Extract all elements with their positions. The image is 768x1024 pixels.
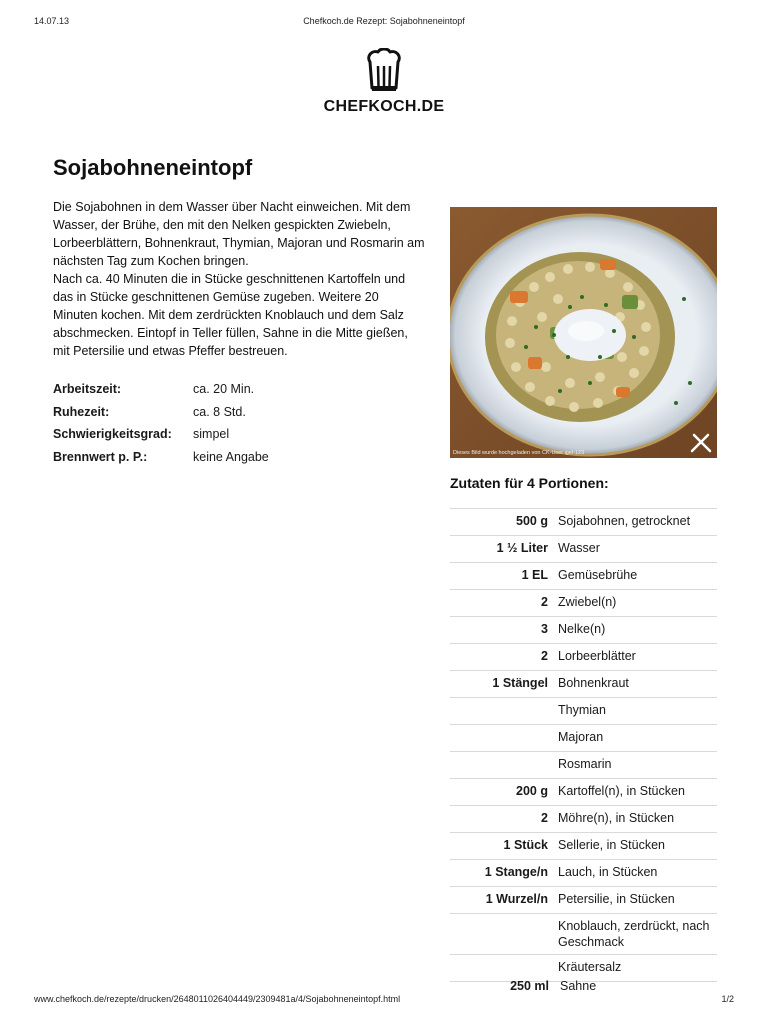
ingredient-amount: 200 g	[450, 779, 558, 806]
ingredient-amount: 2	[450, 644, 558, 671]
photo-caption: Dieses Bild wurde hochgeladen von CK-User igel-123	[453, 450, 585, 456]
print-page-title: Chefkoch.de Rezept: Sojabohneneintopf	[303, 16, 465, 26]
ingredient-amount: 3	[450, 617, 558, 644]
ingredient-row	[450, 725, 717, 752]
fact-label: Arbeitszeit:	[53, 382, 122, 397]
ingredient-name: Thymian	[558, 698, 717, 725]
fork-knife-icon	[689, 430, 713, 454]
ingredient-row	[450, 590, 717, 617]
ingredient-amount: 1 Wurzel/n	[450, 887, 558, 914]
ingredient-amount: 1 EL	[450, 563, 558, 590]
ingredient-row	[450, 860, 717, 887]
chef-hat-icon	[364, 48, 404, 94]
ingredient-name: Majoran	[558, 725, 717, 752]
fact-row	[53, 378, 413, 401]
logo-text: CHEFKOCH.DE	[323, 98, 445, 115]
ingredient-row	[450, 752, 717, 779]
ingredient-amount: 2	[450, 806, 558, 833]
ingredient-name: Gemüsebrühe	[558, 563, 717, 590]
fact-value: ca. 20 Min.	[193, 382, 255, 397]
fact-value: simpel	[193, 427, 230, 442]
fact-label: Schwierigkeitsgrad:	[53, 427, 172, 442]
print-header	[0, 16, 768, 32]
ingredient-amount: 2	[450, 590, 558, 617]
ingredient-row	[450, 617, 717, 644]
ingredient-name: Kräutersalz	[558, 955, 717, 982]
ingredient-amount	[450, 725, 558, 752]
ingredient-name: Petersilie, in Stücken	[558, 887, 717, 914]
chefkoch-logo[interactable]	[0, 48, 768, 116]
ingredient-name: Kartoffel(n), in Stücken	[558, 779, 717, 806]
page-url: www.chefkoch.de/rezepte/drucken/2648011026404449/2309481a/4/Sojabohneneintopf.html	[34, 994, 401, 1004]
ingredient-row	[450, 806, 717, 833]
ingredient-name: Rosmarin	[558, 752, 717, 779]
ingredient-name: Zwiebel(n)	[558, 590, 717, 617]
ingredient-row	[450, 536, 717, 563]
ingredients-table	[450, 508, 717, 1000]
ingredient-amount: 250 ml	[510, 980, 549, 993]
fact-label: Brennwert p. P.:	[53, 449, 148, 464]
ingredient-name: Nelke(n)	[558, 617, 717, 644]
recipe-instructions: Die Sojabohnen in dem Wasser über Nacht einweichen. Mit dem Wasser, der Brühe, den mit den Nelken gespickten Zwiebeln, Lorbeerblättern, Bohnenkraut, Thymian, Majoran und Rosmarin am nächsten Tag zum Kochen bringen. Nach ca. 40 Minuten die in Stücke geschnittenen Kartoffeln und das in Stücke geschnittenen Gemüse zugeben. Weitere 20 Minuten kochen. Mit dem zerdrückten Knoblauch und dem Salz abschmecken. Eintopf in Teller füllen, Sahne in die Mitte gießen, mit Petersilie und etwas Pfeffer bestreuen.	[53, 200, 425, 358]
ingredient-row	[450, 644, 717, 671]
ingredient-amount: 500 g	[450, 509, 558, 536]
ingredient-row	[450, 887, 717, 914]
fact-row	[53, 446, 413, 469]
ingredient-name: Lauch, in Stücken	[558, 860, 717, 887]
ingredient-amount: 1 ½ Liter	[450, 536, 558, 563]
ingredient-name: Sojabohnen, getrocknet	[558, 509, 717, 536]
recipe-photo-image	[450, 207, 717, 458]
fact-value: ca. 8 Std.	[193, 404, 246, 419]
fact-value: keine Angabe	[193, 449, 269, 464]
ingredients-heading: Zutaten für 4 Portionen:	[450, 475, 609, 491]
ingredient-amount	[450, 752, 558, 779]
ingredient-name: Sellerie, in Stücken	[558, 833, 717, 860]
ingredient-name: Sahne	[560, 980, 597, 993]
page-number: 1/2	[721, 994, 734, 1004]
ingredient-row	[450, 509, 717, 536]
fact-row	[53, 423, 413, 446]
ingredient-name: Möhre(n), in Stücken	[558, 806, 717, 833]
print-date: 14.07.13	[34, 16, 70, 26]
ingredient-amount	[450, 955, 558, 982]
ingredient-row	[450, 671, 717, 698]
print-footer	[0, 994, 768, 1024]
ingredient-name: Bohnenkraut	[558, 671, 717, 698]
ingredient-amount: 1 Stange/n	[450, 860, 558, 887]
ingredient-amount	[450, 914, 558, 955]
ingredient-row	[450, 914, 717, 955]
ingredient-name: Lorbeerblätter	[558, 644, 717, 671]
ingredient-row	[450, 563, 717, 590]
ingredient-row-partial	[450, 980, 717, 994]
ingredient-row	[450, 698, 717, 725]
ingredient-row	[450, 779, 717, 806]
ingredient-amount	[450, 698, 558, 725]
ingredient-amount: 1 Stück	[450, 833, 558, 860]
ingredient-amount: 1 Stängel	[450, 671, 558, 698]
fact-label: Ruhezeit:	[53, 404, 110, 419]
recipe-photo[interactable]	[450, 207, 717, 458]
ingredient-name: Wasser	[558, 536, 717, 563]
recipe-facts	[53, 378, 413, 468]
recipe-title: Sojabohneneintopf	[53, 155, 253, 180]
fact-row	[53, 401, 413, 424]
ingredient-row	[450, 833, 717, 860]
ingredient-row	[450, 955, 717, 982]
ingredient-name: Knoblauch, zerdrückt, nach Geschmack	[558, 914, 717, 955]
